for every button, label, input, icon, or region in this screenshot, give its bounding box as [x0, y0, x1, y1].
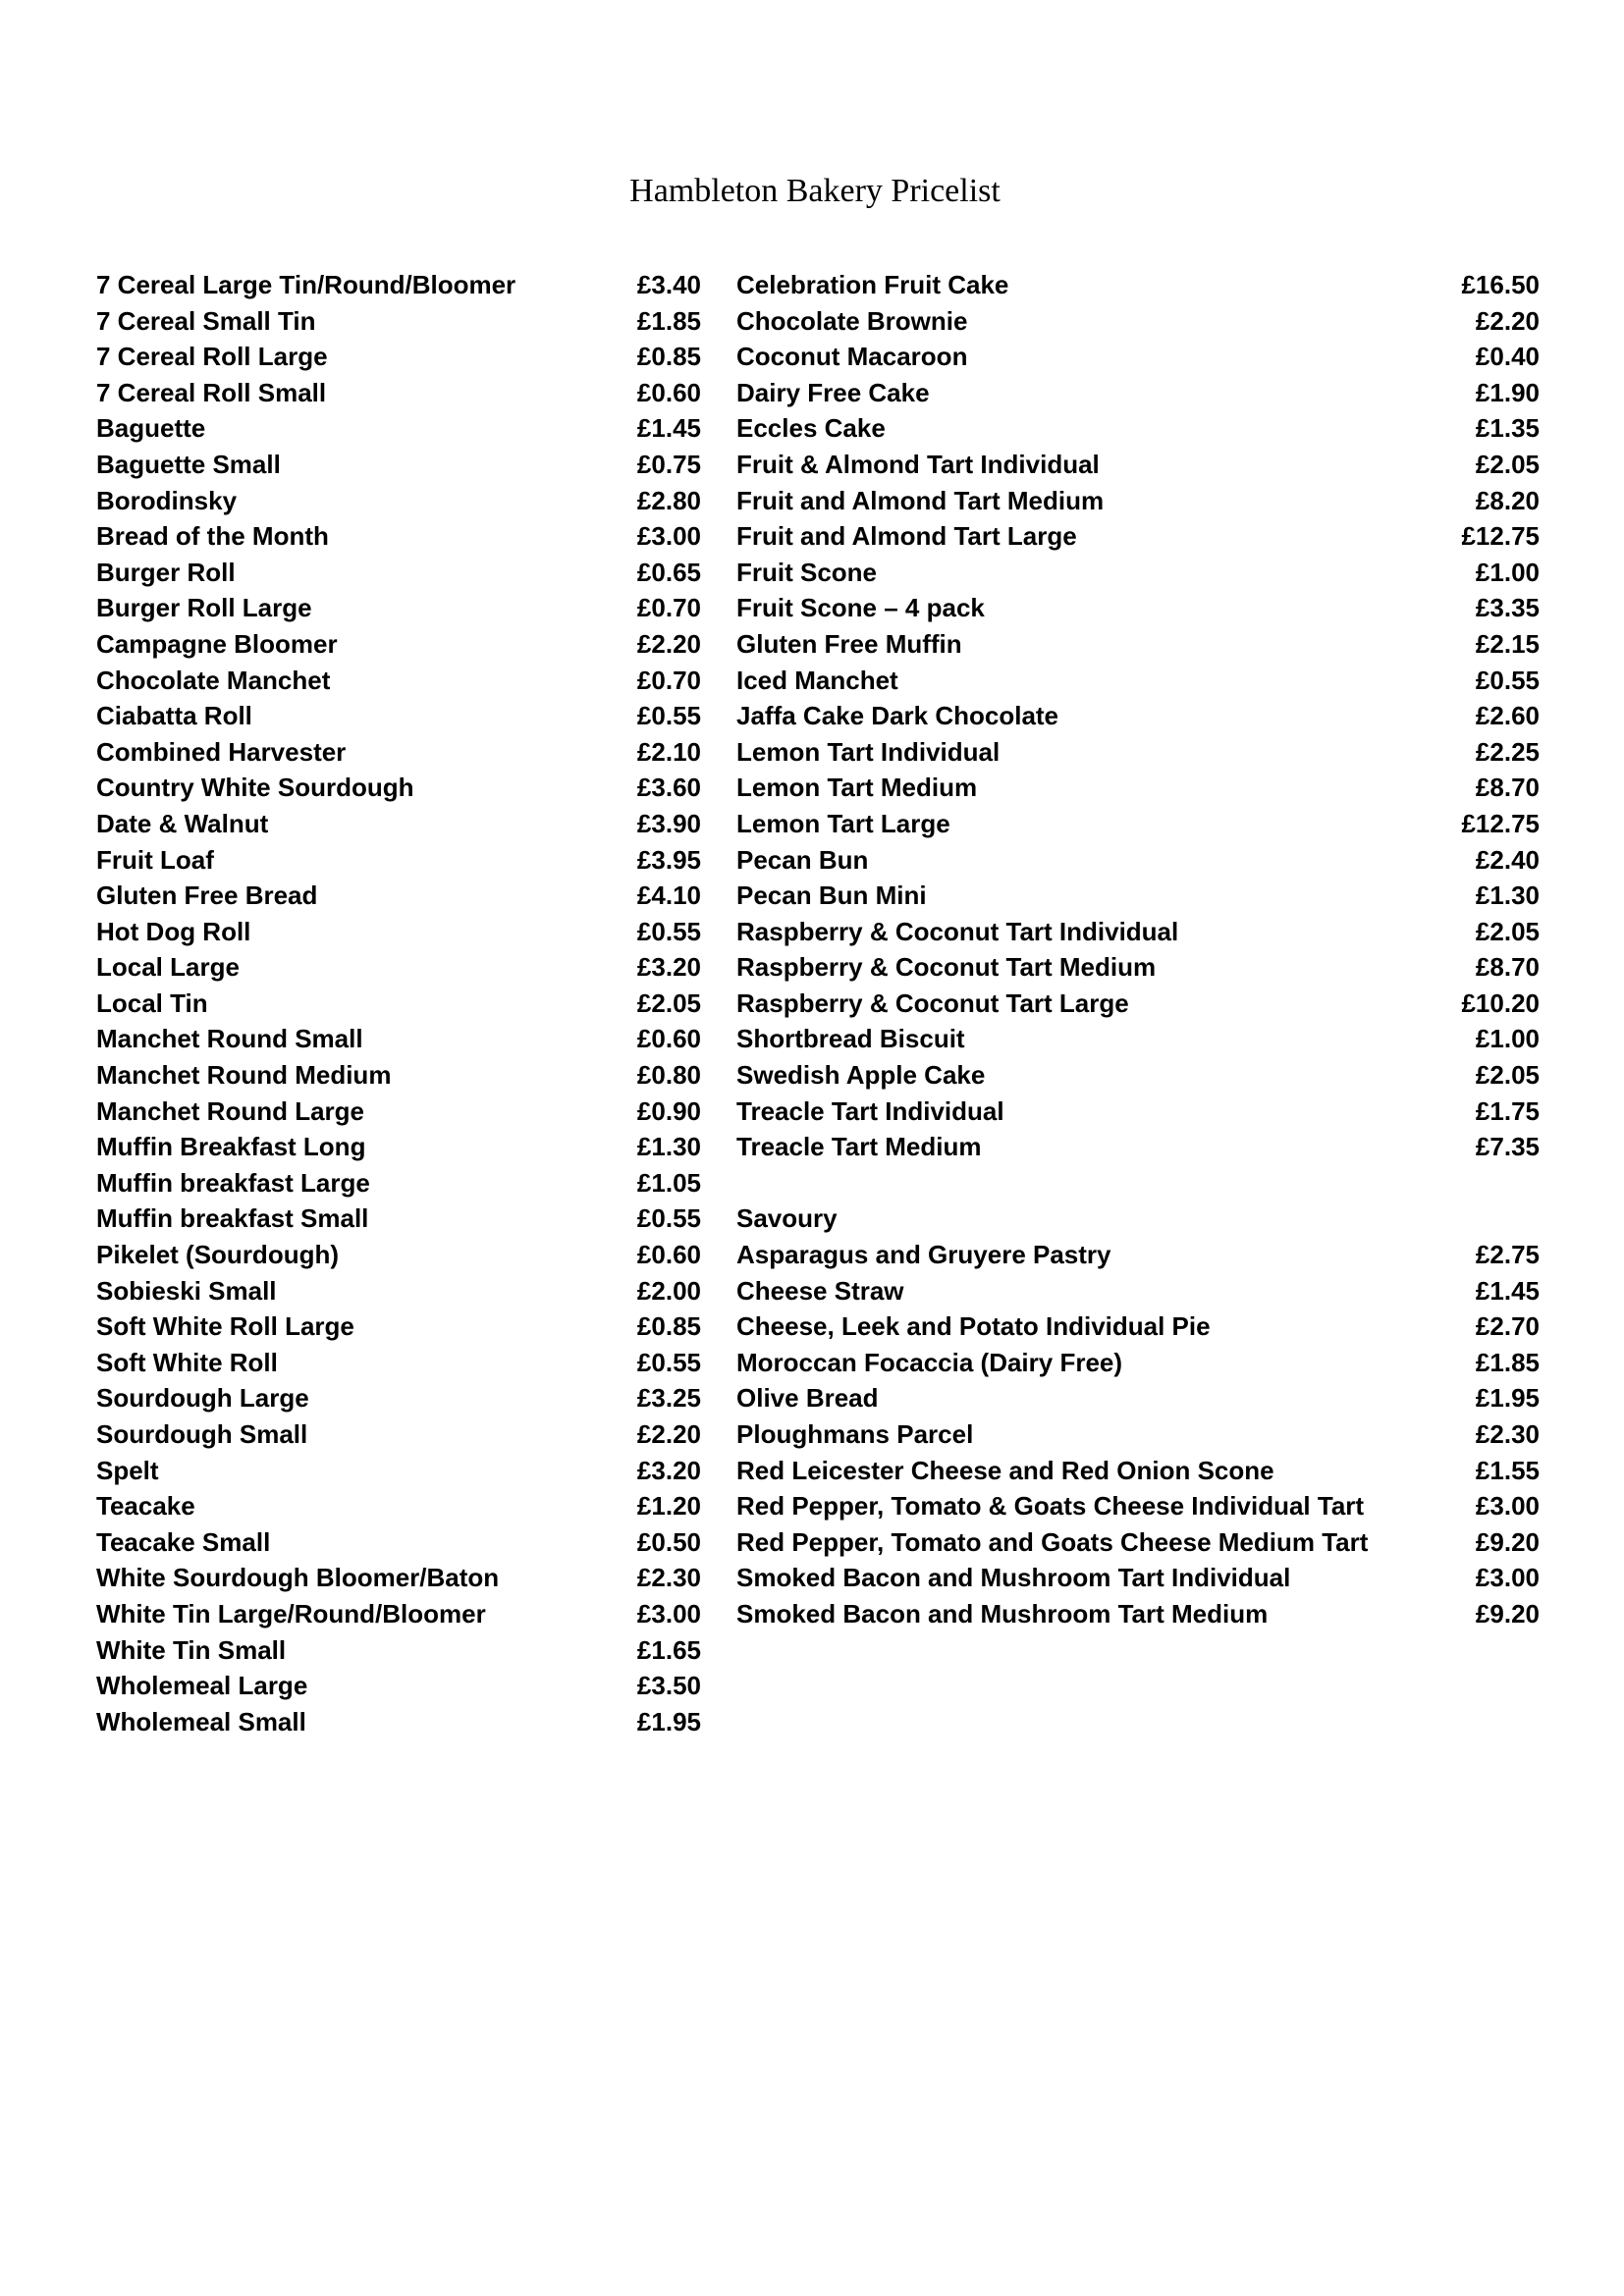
item-price: £1.75 [1475, 1095, 1540, 1126]
price-row [736, 267, 1540, 303]
price-row [96, 555, 701, 591]
price-row [736, 590, 1540, 626]
cakes-and-savoury-price-list [736, 267, 1540, 1632]
item-price: £8.70 [1475, 952, 1540, 983]
item-price: £3.00 [636, 1598, 701, 1629]
price-row [736, 1560, 1540, 1596]
item-name: Treacle Tart Medium [736, 1132, 982, 1162]
price-row [736, 1488, 1540, 1524]
item-price: £1.95 [1475, 1383, 1540, 1414]
price-row [736, 447, 1540, 483]
price-row [96, 303, 701, 340]
price-row [96, 1524, 701, 1561]
item-price: £3.20 [636, 1455, 701, 1485]
price-row [96, 1560, 701, 1596]
item-name: Fruit and Almond Tart Large [736, 521, 1077, 552]
item-name: Soft White Roll Large [96, 1311, 354, 1342]
item-name: Country White Sourdough [96, 773, 414, 803]
price-row [736, 1129, 1540, 1165]
item-name: Ciabatta Roll [96, 701, 252, 731]
item-price: £3.90 [636, 808, 701, 838]
item-name: White Tin Small [96, 1634, 287, 1665]
price-row [736, 483, 1540, 519]
item-name: Swedish Apple Cake [736, 1060, 986, 1091]
price-row [736, 1524, 1540, 1561]
page-title: Hambleton Bakery Pricelist [629, 172, 1001, 209]
item-price: £0.70 [636, 593, 701, 623]
item-price: £2.20 [636, 1419, 701, 1449]
item-price: £3.95 [636, 844, 701, 875]
item-name: Eccles Cake [736, 413, 886, 444]
item-name: Bread of the Month [96, 521, 329, 552]
price-row [96, 590, 701, 626]
item-price: £2.05 [1475, 916, 1540, 946]
item-price: £0.60 [636, 1240, 701, 1270]
item-price: £2.10 [636, 736, 701, 767]
price-row [96, 1704, 701, 1740]
price-row [96, 518, 701, 555]
item-name: Asparagus and Gruyere Pastry [736, 1240, 1111, 1270]
item-price: £0.80 [636, 1060, 701, 1091]
item-price: £0.60 [636, 377, 701, 407]
price-row [96, 1668, 701, 1704]
item-price: £1.90 [1475, 377, 1540, 407]
item-price: £8.20 [1475, 485, 1540, 515]
item-price: £0.40 [1475, 342, 1540, 372]
price-row [96, 806, 701, 842]
item-name: Campagne Bloomer [96, 628, 338, 659]
item-name: Muffin breakfast Small [96, 1203, 369, 1234]
price-row [736, 878, 1540, 914]
item-name: Sourdough Small [96, 1419, 308, 1449]
item-name: Smoked Bacon and Mushroom Tart Medium [736, 1598, 1269, 1629]
item-name: Fruit and Almond Tart Medium [736, 485, 1105, 515]
price-row [96, 1201, 701, 1237]
item-name: Teacake [96, 1491, 195, 1522]
item-price: £2.30 [636, 1563, 701, 1593]
item-price: £0.55 [636, 701, 701, 731]
price-row [96, 914, 701, 950]
item-name: 7 Cereal Roll Large [96, 342, 328, 372]
item-name: Sobieski Small [96, 1275, 277, 1306]
item-price: £0.55 [636, 1347, 701, 1377]
item-price: £12.75 [1461, 808, 1540, 838]
item-price: £0.85 [636, 1311, 701, 1342]
price-row [736, 1380, 1540, 1416]
item-price: £0.60 [636, 1024, 701, 1054]
item-price: £1.65 [636, 1634, 701, 1665]
price-row [96, 878, 701, 914]
item-name: Baguette [96, 413, 206, 444]
item-name: Chocolate Brownie [736, 305, 968, 336]
item-name: Burger Roll Large [96, 593, 312, 623]
price-row [96, 626, 701, 663]
item-price: £9.20 [1475, 1526, 1540, 1557]
price-row [96, 1237, 701, 1273]
item-price: £0.70 [636, 665, 701, 695]
price-row [736, 986, 1540, 1022]
item-name: Manchet Round Medium [96, 1060, 392, 1091]
item-price: £1.05 [636, 1167, 701, 1198]
item-name: Teacake Small [96, 1526, 271, 1557]
item-name: Soft White Roll [96, 1347, 278, 1377]
item-name: Pikelet (Sourdough) [96, 1240, 339, 1270]
price-row [736, 842, 1540, 879]
item-price: £1.85 [636, 305, 701, 336]
price-row [736, 1453, 1540, 1489]
item-name: Lemon Tart Individual [736, 736, 1001, 767]
item-name: Chocolate Manchet [96, 665, 331, 695]
item-name: Moroccan Focaccia (Dairy Free) [736, 1347, 1123, 1377]
price-row [96, 1129, 701, 1165]
item-price: £0.65 [636, 557, 701, 587]
price-row [96, 1094, 701, 1130]
price-row [96, 1632, 701, 1669]
price-row [96, 375, 701, 411]
price-row [96, 734, 701, 771]
item-price: £2.15 [1475, 628, 1540, 659]
item-name: Local Large [96, 952, 240, 983]
price-row [96, 986, 701, 1022]
item-price: £8.70 [1475, 773, 1540, 803]
item-price: £3.00 [636, 521, 701, 552]
price-row [96, 447, 701, 483]
price-row [736, 1021, 1540, 1057]
item-name: Local Tin [96, 988, 208, 1018]
item-name: Treacle Tart Individual [736, 1095, 1004, 1126]
item-price: £9.20 [1475, 1598, 1540, 1629]
item-name: 7 Cereal Large Tin/Round/Bloomer [96, 270, 516, 299]
item-price: £1.30 [1475, 881, 1540, 911]
price-row [96, 949, 701, 986]
item-name: Manchet Round Small [96, 1024, 363, 1054]
item-price: £3.35 [1475, 593, 1540, 623]
price-row [736, 1308, 1540, 1345]
item-name: Raspberry & Coconut Tart Individual [736, 916, 1179, 946]
item-price: £3.50 [636, 1671, 701, 1701]
item-name: Burger Roll [96, 557, 236, 587]
item-name: Lemon Tart Large [736, 808, 950, 838]
price-row [96, 1380, 701, 1416]
item-name: Wholemeal Large [96, 1671, 308, 1701]
item-price: £1.20 [636, 1491, 701, 1522]
item-name: Olive Bread [736, 1383, 879, 1414]
item-price: £0.50 [636, 1526, 701, 1557]
price-row [736, 1094, 1540, 1130]
item-price: £2.20 [1475, 305, 1540, 336]
item-price: £4.10 [636, 881, 701, 911]
item-name: Coconut Macaroon [736, 342, 968, 372]
item-price: £0.55 [636, 1203, 701, 1234]
price-row [736, 626, 1540, 663]
item-name: 7 Cereal Roll Small [96, 377, 327, 407]
item-price: £2.20 [636, 628, 701, 659]
item-name: Wholemeal Small [96, 1706, 306, 1736]
item-name: Celebration Fruit Cake [736, 270, 1009, 299]
price-row [736, 555, 1540, 591]
price-row [736, 375, 1540, 411]
item-name: Lemon Tart Medium [736, 773, 978, 803]
item-name: Muffin breakfast Large [96, 1167, 370, 1198]
price-row [736, 1273, 1540, 1309]
price-row [96, 698, 701, 734]
price-row [96, 1453, 701, 1489]
item-price: £2.25 [1475, 736, 1540, 767]
item-name: Red Leicester Cheese and Red Onion Scone [736, 1455, 1274, 1485]
item-name: Fruit Scone – 4 pack [736, 593, 985, 623]
item-name: Gluten Free Muffin [736, 628, 962, 659]
item-name: Combined Harvester [96, 736, 347, 767]
price-row [96, 842, 701, 879]
price-row [736, 1416, 1540, 1453]
price-row [96, 1596, 701, 1632]
item-price: £10.20 [1461, 988, 1540, 1018]
item-price: £3.25 [636, 1383, 701, 1414]
item-name: Ploughmans Parcel [736, 1419, 974, 1449]
price-row [96, 410, 701, 447]
item-price: £0.75 [636, 449, 701, 479]
item-name: Cheese Straw [736, 1275, 904, 1306]
price-row [736, 410, 1540, 447]
item-price: £2.70 [1475, 1311, 1540, 1342]
price-row [96, 1165, 701, 1201]
item-price: £2.05 [1475, 449, 1540, 479]
item-name: Sourdough Large [96, 1383, 309, 1414]
item-price: £2.00 [636, 1275, 701, 1306]
price-row [96, 1488, 701, 1524]
price-row [96, 1273, 701, 1309]
price-row [736, 1237, 1540, 1273]
item-price: £1.95 [636, 1706, 701, 1736]
price-row [96, 267, 701, 303]
savoury-heading: Savoury [736, 1203, 838, 1234]
price-row [736, 806, 1540, 842]
item-name: Red Pepper, Tomato & Goats Cheese Individual Tart [736, 1491, 1365, 1522]
price-row [736, 303, 1540, 340]
item-name: Jaffa Cake Dark Chocolate [736, 701, 1059, 731]
item-name: Smoked Bacon and Mushroom Tart Individual [736, 1563, 1291, 1593]
item-name: Pecan Bun [736, 844, 869, 875]
section-spacer [736, 1165, 1540, 1201]
item-name: Baguette Small [96, 449, 281, 479]
item-price: £1.45 [1475, 1275, 1540, 1306]
price-row [736, 949, 1540, 986]
item-price: £1.35 [1475, 413, 1540, 444]
price-row [736, 1345, 1540, 1381]
item-name: Hot Dog Roll [96, 916, 251, 946]
price-row [96, 1345, 701, 1381]
item-name: Shortbread Biscuit [736, 1024, 965, 1054]
item-name: White Sourdough Bloomer/Baton [96, 1563, 500, 1593]
item-name: Borodinsky [96, 485, 238, 515]
item-price: £2.30 [1475, 1419, 1540, 1449]
item-name: White Tin Large/Round/Bloomer [96, 1598, 486, 1629]
price-row [96, 1057, 701, 1094]
price-row [96, 1021, 701, 1057]
item-price: £2.75 [1475, 1240, 1540, 1270]
item-price: £1.85 [1475, 1347, 1540, 1377]
price-row [96, 483, 701, 519]
item-name: 7 Cereal Small Tin [96, 305, 316, 336]
price-row [96, 1308, 701, 1345]
item-name: Pecan Bun Mini [736, 881, 927, 911]
price-row [736, 1596, 1540, 1632]
item-price: £0.55 [636, 916, 701, 946]
item-price: £2.40 [1475, 844, 1540, 875]
item-price: £2.60 [1475, 701, 1540, 731]
price-row [736, 518, 1540, 555]
item-name: Spelt [96, 1455, 159, 1485]
item-price: £1.00 [1475, 557, 1540, 587]
item-name: Gluten Free Bread [96, 881, 318, 911]
item-price: £12.75 [1461, 521, 1540, 552]
price-row [736, 663, 1540, 699]
item-price: £16.50 [1461, 270, 1540, 299]
item-price: £2.05 [636, 988, 701, 1018]
item-name: Fruit & Almond Tart Individual [736, 449, 1100, 479]
item-price: £1.45 [636, 413, 701, 444]
item-price: £3.20 [636, 952, 701, 983]
item-name: Fruit Loaf [96, 844, 214, 875]
item-price: £3.00 [1475, 1491, 1540, 1522]
item-name: Dairy Free Cake [736, 377, 930, 407]
item-price: £0.85 [636, 342, 701, 372]
item-price: £2.80 [636, 485, 701, 515]
price-row [96, 770, 701, 806]
item-name: Red Pepper, Tomato and Goats Cheese Medium Tart [736, 1526, 1369, 1557]
item-price: £7.35 [1475, 1132, 1540, 1162]
item-name: Raspberry & Coconut Tart Medium [736, 952, 1157, 983]
item-price: £0.90 [636, 1095, 701, 1126]
price-row [736, 698, 1540, 734]
price-row [96, 339, 701, 375]
item-price: £3.40 [636, 270, 701, 299]
price-row [96, 663, 701, 699]
item-price: £1.30 [636, 1132, 701, 1162]
item-price: £0.55 [1475, 665, 1540, 695]
item-price: £1.00 [1475, 1024, 1540, 1054]
price-row [736, 770, 1540, 806]
price-row [96, 1416, 701, 1453]
price-row [736, 1057, 1540, 1094]
item-name: Manchet Round Large [96, 1095, 365, 1126]
item-price: £3.60 [636, 773, 701, 803]
item-price: £3.00 [1475, 1563, 1540, 1593]
item-price: £2.05 [1475, 1060, 1540, 1091]
price-row [736, 734, 1540, 771]
item-name: Raspberry & Coconut Tart Large [736, 988, 1129, 1018]
item-name: Muffin Breakfast Long [96, 1132, 366, 1162]
item-name: Cheese, Leek and Potato Individual Pie [736, 1311, 1211, 1342]
price-row [736, 339, 1540, 375]
item-name: Date & Walnut [96, 808, 269, 838]
item-price: £1.55 [1475, 1455, 1540, 1485]
bread-price-list [96, 267, 701, 1739]
item-name: Fruit Scone [736, 557, 878, 587]
price-row [736, 914, 1540, 950]
item-name: Iced Manchet [736, 665, 898, 695]
